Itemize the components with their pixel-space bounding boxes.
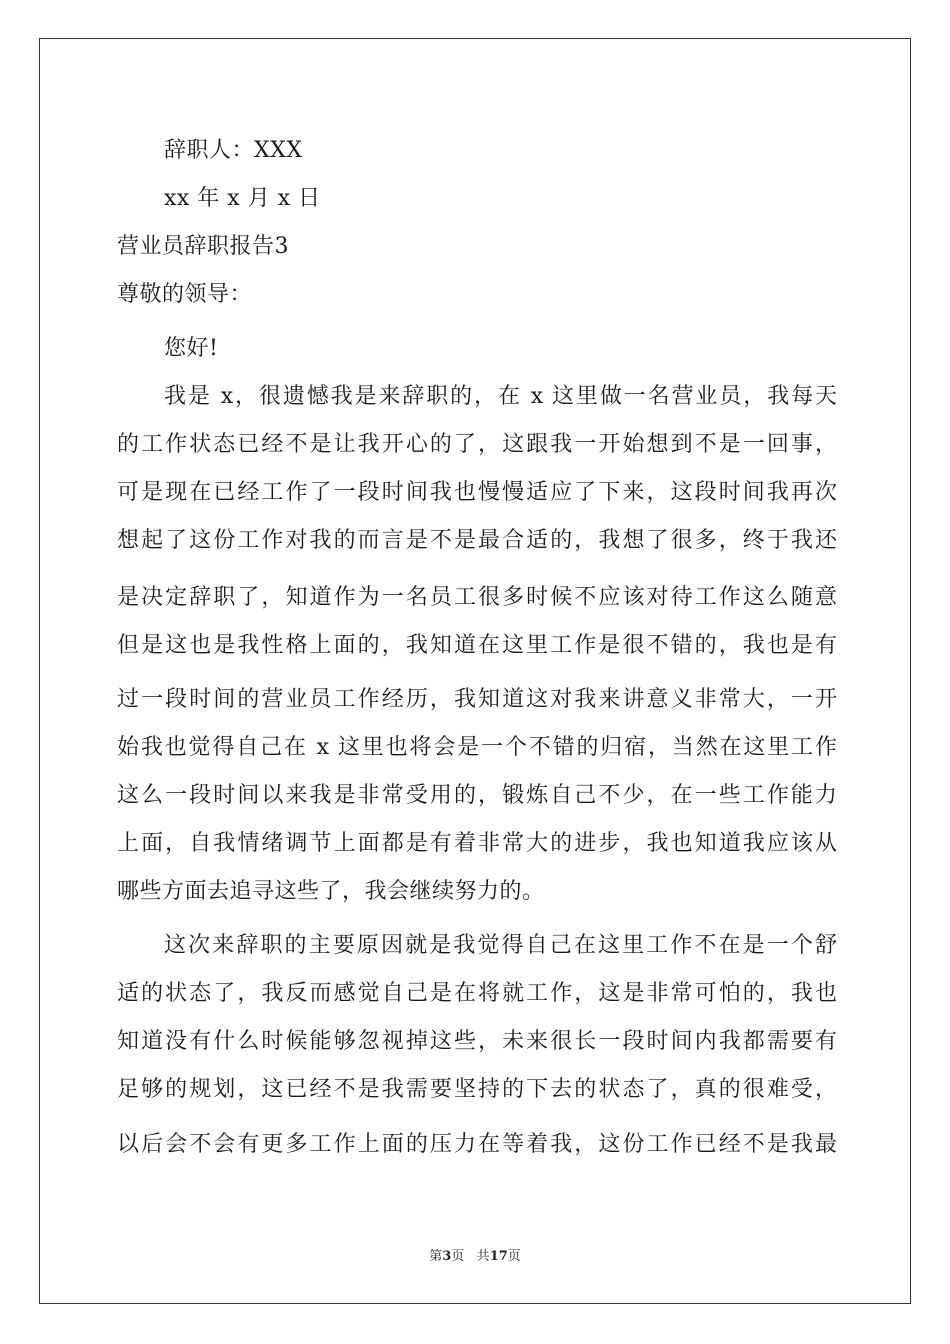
total-prefix: 共 — [476, 1249, 490, 1264]
paragraph-1-line: 可是现在已经工作了一段时间我也慢慢适应了下来，这段时间我再次 — [117, 480, 837, 505]
total-pages: 17 — [489, 1249, 508, 1264]
paragraph-1-line: 始我也觉得自己在 x 这里也将会是一个不错的归宿，当然在这里工作 — [117, 735, 837, 760]
resigner-line: 辞职人：XXX — [164, 138, 303, 163]
date-line: xx 年 x 月 x 日 — [164, 186, 321, 211]
paragraph-2-line: 适的状态了，我反而感觉自己是在将就工作，这是非常可怕的，我也 — [117, 981, 837, 1006]
paragraph-1-line: 过一段时间的营业员工作经历，我知道这对我来讲意义非常大，一开 — [117, 687, 837, 712]
salutation: 尊敬的领导： — [117, 282, 253, 307]
total-suffix: 页 — [507, 1249, 521, 1264]
document-title: 营业员辞职报告3 — [117, 234, 289, 259]
paragraph-2-line: 这次来辞职的主要原因就是我觉得自己在这里工作不在是一个舒 — [164, 933, 837, 958]
paragraph-1-line: 这么一段时间以来我是非常受用的，锻炼自己不少，在一些工作能力 — [117, 783, 837, 808]
paragraph-1-line: 我是 x，很遗憾我是来辞职的，在 x 这里做一名营业员，我每天 — [164, 384, 837, 409]
page-number: 3 — [442, 1249, 452, 1264]
page-suffix: 页 — [451, 1249, 465, 1264]
paragraph-1-line: 的工作状态已经不是让我开心的了，这跟我一开始想到不是一回事， — [117, 432, 837, 457]
paragraph-2-line: 足够的规划，这已经不是我需要坚持的下去的状态了，真的很难受， — [117, 1077, 837, 1102]
page-prefix: 第 — [429, 1249, 443, 1264]
page-border — [39, 38, 911, 1304]
paragraph-1-line: 是决定辞职了，知道作为一名员工很多时候不应该对待工作这么随意 — [117, 585, 837, 610]
greeting: 您好! — [164, 336, 219, 361]
page-footer — [0, 1248, 950, 1266]
paragraph-2-line: 知道没有什么时候能够忽视掉这些，未来很长一段时间内我都需要有 — [117, 1029, 837, 1054]
paragraph-1-line: 但是这也是我性格上面的，我知道在这里工作是很不错的，我也是有 — [117, 633, 837, 658]
paragraph-2-line: 以后会不会有更多工作上面的压力在等着我，这份工作已经不是我最 — [117, 1132, 837, 1157]
paragraph-1-line: 哪些方面去追寻这些了，我会继续努力的。 — [117, 879, 545, 904]
paragraph-1-line: 想起了这份工作对我的而言是不是最合适的，我想了很多，终于我还 — [117, 528, 837, 553]
paragraph-1-line: 上面，自我情绪调节上面都是有着非常大的进步，我也知道我应该从 — [117, 831, 837, 856]
